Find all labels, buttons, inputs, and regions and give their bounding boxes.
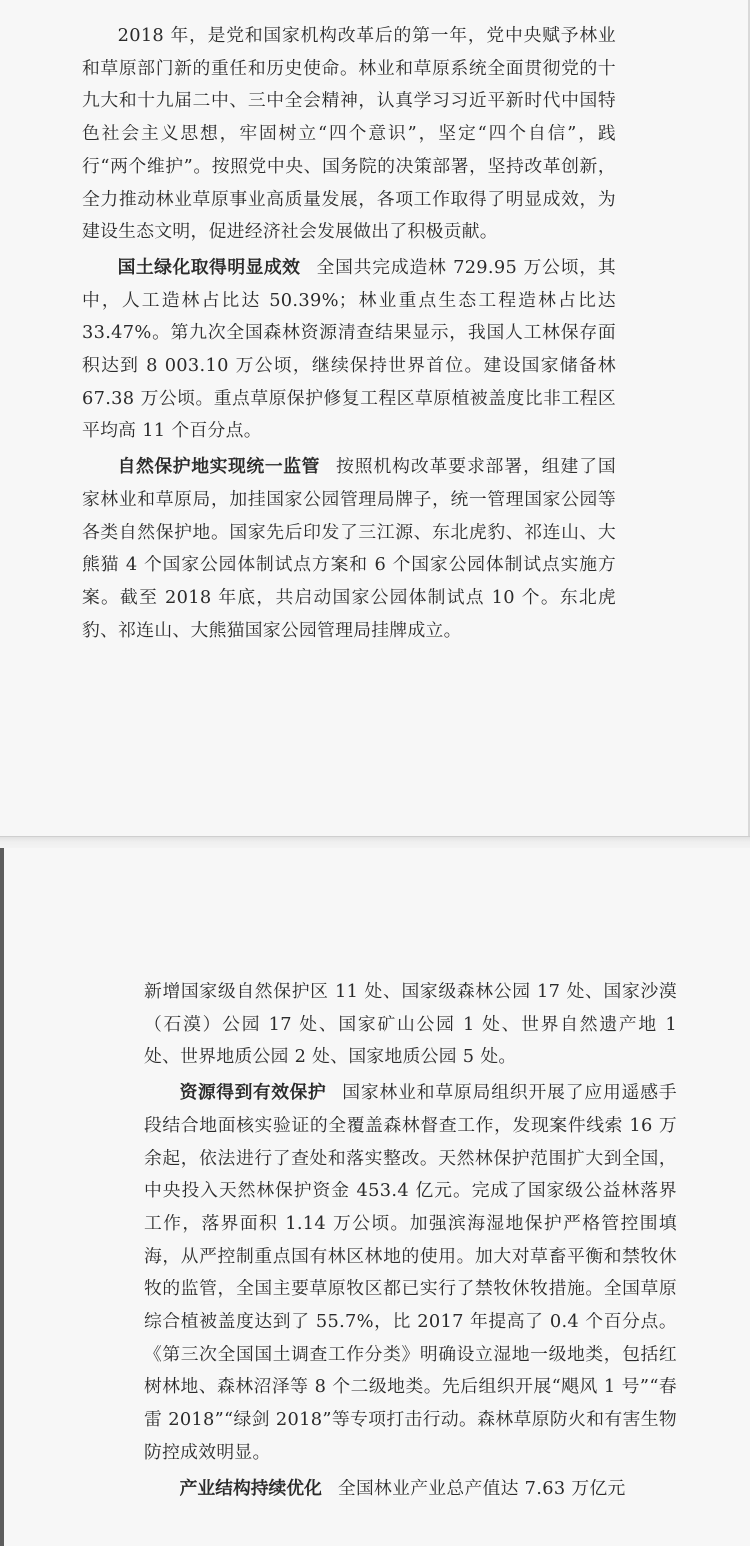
greening-heading: 国土绿化取得明显成效	[117, 256, 301, 278]
intro-text: 2018 年，是党和国家机构改革后的第一年，党中央赋予林业和草原部门新的重任和历史使命。林业和草原系统全面贯彻党的十九大和十九届二中、三中全会精神，认真学习习近平新时代中国特色社会主义思想，牢固树立“四个意识”，坚定“四个自信”，践行“两个维护”。按照党中央、国务院的决策部署，坚持改革创新，全力推动林业草原事业高质量发展，各项工作取得了明显成效，为建设生态文明，促进经济社会发展做出了积极贡献。	[82, 25, 616, 243]
protected-areas-heading: 自然保护地实现统一监管	[117, 456, 321, 478]
resource-protection-text: 国家林业和草原局组织开展了应用遥感手段结合地面核实验证的全覆盖森林督查工作，发现案件线索 16 万余起，依法进行了查处和落实整改。天然林保护范围扩大到全国，中央投入天然林保护资金 453.4 亿元。完成了国家级公益林落界工作，落界面积 1.14 万公顷。加强滨海湿地保护严格管控围填海，从严控制重点国有林区林地的使用。加大对草畜平衡和禁牧休牧的监管，全国主要草原牧区都已实行了禁牧休牧措施。全国草原综合植被盖度达到了 55.7%，比 2017 年提高了 0.4 个百分点。《第三次全国国土调查工作分类》明确设立湿地一级地类，包括红树林地、森林沼泽等 8 个二级地类。先后组织开展“飓风 1 号”“春雷 2018”“绿剑 2018”等专项打击行动。森林草原防火和有害生物防控成效明显。	[144, 1082, 677, 1463]
resource-protection-heading: 资源得到有效保护	[179, 1082, 327, 1104]
industry-paragraph	[144, 1473, 677, 1506]
continuation-paragraph	[144, 976, 677, 1074]
page-top-body	[82, 20, 616, 650]
industry-heading: 产业结构持续优化	[179, 1477, 322, 1499]
greening-paragraph	[82, 252, 616, 448]
protected-areas-text: 按照机构改革要求部署，组建了国家林业和草原局，加挂国家公园管理局牌子，统一管理国家公园等各类自然保护地。国家先后印发了三江源、东北虎豹、祁连山、大熊猫 4 个国家公园体制试点方案和 6 个国家公园体制试点实施方案。截至 2018 年底，共启动国家公园体制试点 10 个。东北虎豹、祁连山、大熊猫国家公园管理局挂牌成立。	[82, 456, 616, 641]
greening-text: 全国共完成造林 729.95 万公顷，其中，人工造林占比达 50.39%；林业重点生态工程造林占比达 33.47%。第九次全国森林资源清查结果显示，我国人工林保存面积达到 8 003.10 万公顷，继续保持世界首位。建设国家储备林 67.38 万公顷。重点草原保护修复工程区草原植被盖度比非工程区平均高 11 个百分点。	[82, 256, 616, 442]
page-bottom-body	[144, 976, 677, 1508]
continuation-text: 新增国家级自然保护区 11 处、国家级森林公园 17 处、国家沙漠（石漠）公园 17 处、国家矿山公园 1 处、世界自然遗产地 1 处、世界地质公园 2 处、国家地质公园 5 处。	[144, 981, 677, 1068]
intro-paragraph	[82, 20, 616, 249]
industry-text: 全国林业产业总产值达 7.63 万亿元	[337, 1477, 626, 1499]
resource-protection-paragraph	[144, 1077, 677, 1469]
protected-areas-paragraph	[82, 451, 616, 647]
document-page-bottom	[0, 848, 750, 1546]
